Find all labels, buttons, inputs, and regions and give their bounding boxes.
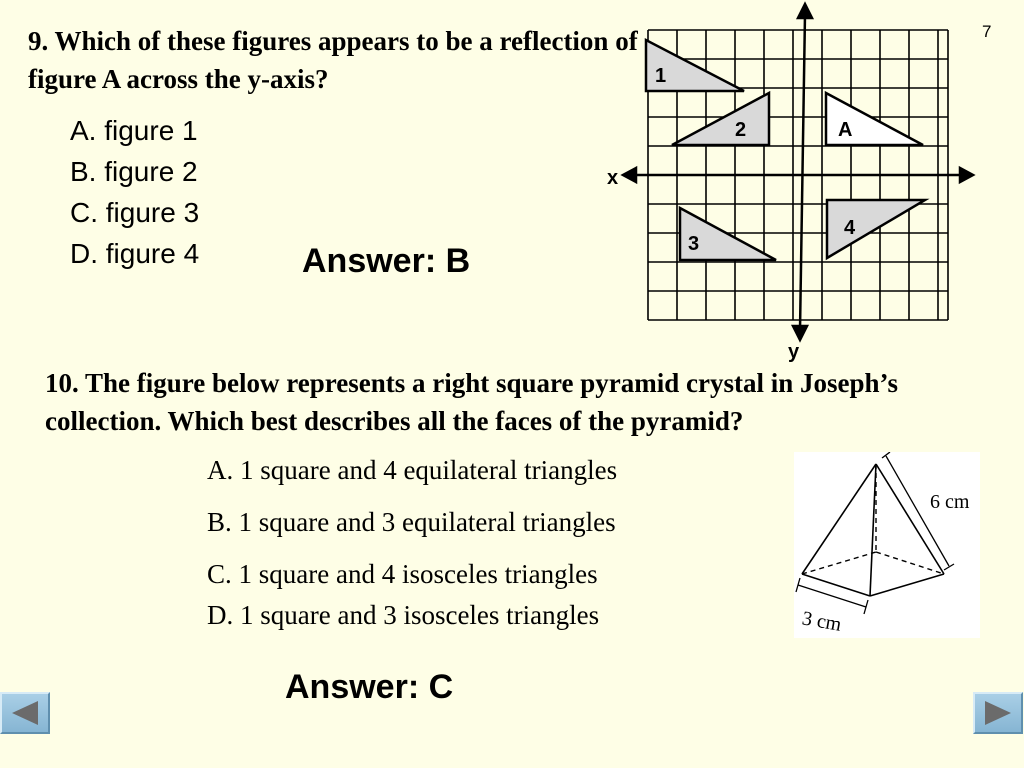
- question-9-text: 9. Which of these figures appears to be a reflection of figure A across the y-axis?: [28, 26, 638, 94]
- figure-3-label: 3: [688, 233, 700, 255]
- figure-4-label: 4: [844, 217, 856, 239]
- base-side-label: 3 cm: [800, 607, 844, 636]
- figure-2-label: 2: [735, 119, 747, 141]
- previous-slide-button[interactable]: [0, 692, 50, 734]
- page-number: 7: [982, 22, 992, 41]
- y-axis-label: y: [788, 341, 800, 363]
- coordinate-grid-figure: [596, 0, 981, 365]
- figure-a-label: A: [838, 119, 853, 141]
- next-slide-button[interactable]: [973, 692, 1023, 734]
- question-9-choice-d[interactable]: D. figure 4: [70, 238, 200, 269]
- question-10-choice-a[interactable]: A. 1 square and 4 equilateral triangles: [207, 455, 618, 485]
- question-10-choice-c[interactable]: C. 1 square and 4 isosceles triangles: [207, 559, 598, 589]
- pyramid-figure: [794, 452, 980, 638]
- x-axis: [623, 168, 973, 182]
- triangle-right-icon: [985, 701, 1011, 725]
- question-10-answer: Answer: C: [285, 668, 454, 706]
- figure-4-triangle: [827, 200, 925, 258]
- slant-height-label: 6 cm: [930, 491, 970, 513]
- triangle-left-icon: [12, 701, 38, 725]
- question-9-choices: [70, 110, 199, 274]
- question-10-choice-d[interactable]: D. 1 square and 3 isosceles triangles: [207, 600, 600, 630]
- question-9-answer: Answer: B: [302, 242, 471, 280]
- figure-1-label: 1: [655, 65, 667, 87]
- question-9-choice-b[interactable]: B. figure 2: [70, 156, 198, 187]
- x-axis-label: x: [607, 167, 619, 189]
- question-9-choice-a[interactable]: A. figure 1: [70, 115, 198, 146]
- y-axis: [793, 4, 812, 340]
- question-9-choice-c[interactable]: C. figure 3: [70, 197, 200, 228]
- question-10-choice-b[interactable]: B. 1 square and 3 equilateral triangles: [207, 507, 616, 537]
- pyramid-solid-edges: [802, 464, 944, 596]
- question-10-text: 10. The figure below represents a right square pyramid crystal in Joseph’s collection. Which best describes all the faces of the pyramid?: [45, 368, 899, 436]
- figure-2-triangle: [672, 93, 769, 145]
